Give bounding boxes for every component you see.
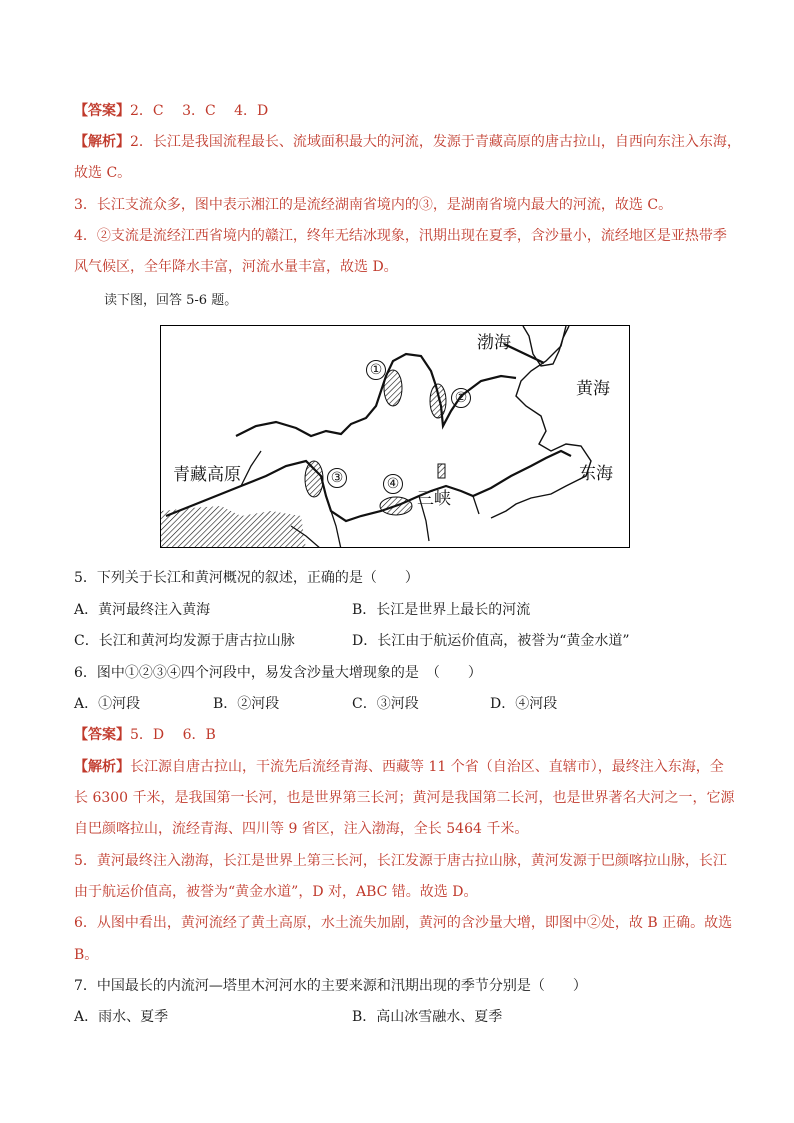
analysis-line: 3．长江支流众多，图中表示湘江的是流经湖南省境内的③，是湖南省境内最大的河流，故选 C。 <box>74 197 673 213</box>
analysis-line: 长 6300 千米，是我国第一长河，也是世界第三长河；黄河是我国第二长河，也是世界著名大河之一，它源 <box>74 790 735 806</box>
label-qingzang-plateau: 青藏高原 <box>173 465 241 485</box>
q5-option-b: B．长江是世界上最长的河流 <box>352 602 531 618</box>
answer-line-5-6 <box>74 725 216 745</box>
q5-option-a: A．黄河最终注入黄海 <box>74 602 211 618</box>
q6-option-a: A．①河段 <box>74 696 141 712</box>
analysis-tag: 【解析】 <box>74 759 130 775</box>
segment-2-hatch <box>430 384 446 418</box>
analysis-line: 自巴颜喀拉山，流经青海、四川等 9 省区，注入渤海，全长 5464 千米。 <box>74 821 529 837</box>
analysis-line: 6．从图中看出，黄河流经了黄土高原，水土流失加剧，黄河的含沙量大增，即图中②处，故 B 正确。故选 <box>74 915 733 931</box>
analysis-text: 长江源自唐古拉山，干流先后流经青海、西藏等 11 个省（自治区、直辖市），最终注入东海，全 <box>130 759 724 775</box>
marker-1: ① <box>366 360 386 380</box>
question-7-stem: 7．中国最长的内流河—塔里木河河水的主要来源和汛期出现的季节分别是（ ） <box>74 978 587 994</box>
peninsula <box>523 326 569 366</box>
read-prompt: 读下图，回答 5-6 题。 <box>104 293 238 308</box>
analysis-line: 风气候区，全年降水丰富，河流水量丰富，故选 D。 <box>74 259 398 275</box>
coastline <box>491 326 591 518</box>
river-map-drawing <box>161 326 630 548</box>
analysis-line <box>74 757 724 777</box>
answer-text: 5．D 6．B <box>130 727 216 743</box>
analysis-line: 5．黄河最终注入渤海，长江是世界上第三长河，长江发源于唐古拉山脉，黄河发源于巴颜喀拉山脉，长江 <box>74 853 727 869</box>
segment-1-hatch <box>384 370 402 406</box>
answer-line-2-4 <box>74 101 268 121</box>
plateau-hatch-area <box>161 506 306 548</box>
river-map-figure <box>160 325 630 548</box>
marker-4: ④ <box>383 474 403 494</box>
label-huanghai: 黄海 <box>576 379 610 399</box>
answer-tag: 【答案】 <box>74 727 130 743</box>
q7-option-b: B．高山冰雪融水、夏季 <box>352 1009 503 1025</box>
answer-tag: 【答案】 <box>74 103 130 119</box>
marker-2: ② <box>451 388 471 408</box>
label-donghai: 东海 <box>579 464 613 484</box>
q6-option-d: D．④河段 <box>490 696 558 712</box>
analysis-tag: 【解析】 <box>74 134 130 150</box>
q6-option-b: B．②河段 <box>213 696 280 712</box>
analysis-text: 2．长江是我国流程最长、流域面积最大的河流，发源于青藏高原的唐古拉山，自西向东注入东海， <box>130 134 741 150</box>
analysis-line: 由于航运价值高，被誉为“黄金水道”，D 对，ABC 错。故选 D。 <box>74 884 478 900</box>
analysis-line: B。 <box>74 947 99 963</box>
question-6-stem: 6．图中①②③④四个河段中，易发含沙量大增现象的是 （ ） <box>74 665 482 681</box>
analysis-line <box>74 132 741 152</box>
q7-option-a: A．雨水、夏季 <box>74 1009 169 1025</box>
three-gorges-marker <box>438 464 445 478</box>
answer-text: 2．C 3．C 4．D <box>130 103 269 119</box>
analysis-line: 故选 C。 <box>74 165 132 181</box>
question-5-stem: 5．下列关于长江和黄河概况的叙述，正确的是（ ） <box>74 570 419 586</box>
q5-option-d: D．长江由于航运价值高，被誉为“黄金水道” <box>352 633 630 649</box>
q5-option-c: C．长江和黄河均发源于唐古拉山脉 <box>74 633 295 649</box>
label-bohai: 渤海 <box>477 333 511 353</box>
label-sanxia: 三峡 <box>417 489 451 509</box>
analysis-line: 4．②支流是流经江西省境内的赣江，终年无结冰现象，汛期出现在夏季，含沙量小，流经地区是亚热带季 <box>74 228 727 244</box>
q6-option-c: C．③河段 <box>352 696 419 712</box>
segment-3-hatch <box>305 461 323 497</box>
marker-3: ③ <box>327 468 347 488</box>
segment-4-hatch <box>380 497 412 515</box>
